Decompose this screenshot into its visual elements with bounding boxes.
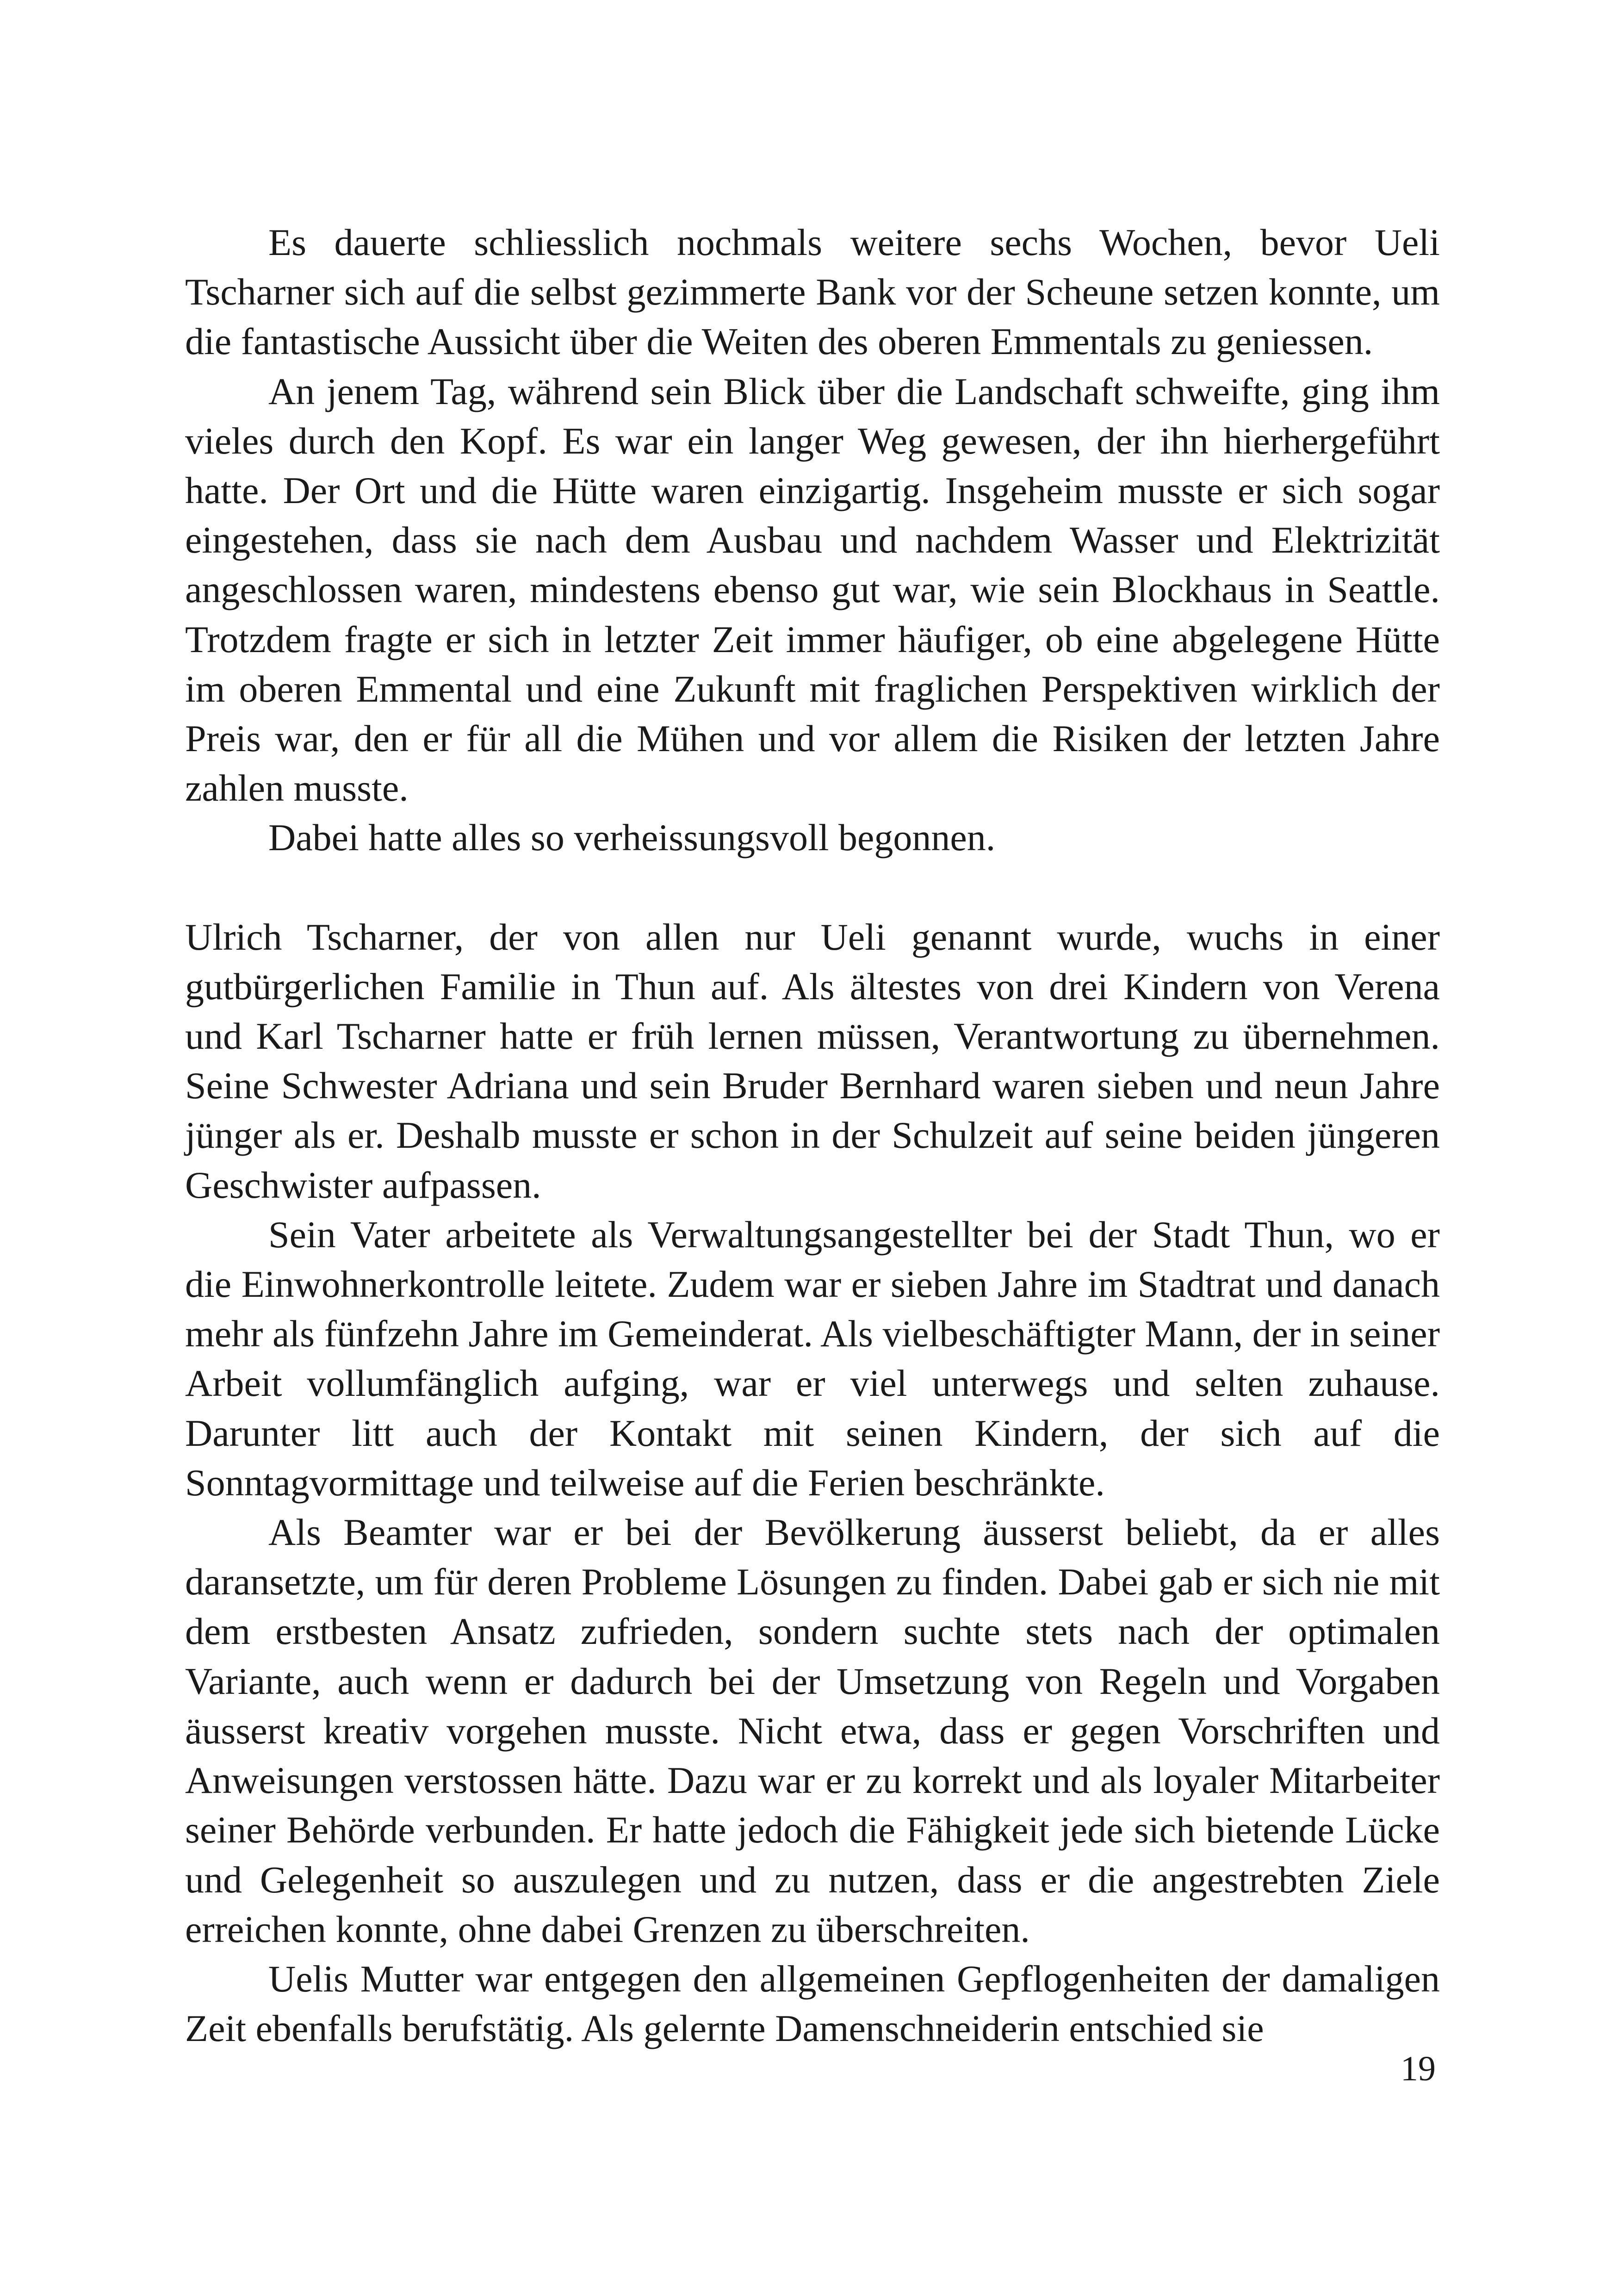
paragraph: Ulrich Tscharner, der von allen nur Ueli genannt wurde, wuchs in einer gutbürgerlichen Familie in Thun auf. Als ältestes von drei Kindern von Verena und Karl Tscharner hatte er früh lernen müssen, Verantwortung zu übernehmen. Seine Schwester Adriana und sein Bruder Bernhard waren sieben und neun Jahre jünger als er. Deshalb musste er schon in der Schulzeit auf seine beiden jüngeren Geschwister aufpassen. [185,915,1440,1206]
paragraph: Sein Vater arbeitete als Verwaltungsangestellter bei der Stadt Thun, wo er die Einwohnerkontrolle leitete. Zudem war er sieben Jahre im Stadtrat und danach mehr als fünfzehn Jahre im Gemeinderat. Als vielbeschäftigter Mann, der in seiner Arbeit vollumfänglich aufging, war er viel unterwegs und selten zuhause. Darunter litt auch der Kontakt mit seinen Kindern, der sich auf die Sonntagvormittage und teilweise auf die Ferien beschränkte. [185,1213,1440,1504]
section-break [185,863,1440,912]
paragraph: Es dauerte schliesslich nochmals weitere sechs Wochen, bevor Ueli Tscharner sich auf die selbst gezimmerte Bank vor der Scheune setzen konnte, um die fantastische Aussicht über die Weiten des oberen Emmentals zu geniessen. [185,221,1440,363]
paragraph: Als Beamter war er bei der Bevölkerung äusserst beliebt, da er alles daransetzte, um für deren Probleme Lösungen zu finden. Dabei gab er sich nie mit dem erstbesten Ansatz zufrieden, sondern suchte stets nach der optimalen Variante, auch wenn er dadurch bei der Umsetzung von Regeln und Vorgaben äusserst kreativ vorgehen musste. Nicht etwa, dass er gegen Vorschriften und Anweisungen verstossen hätte. Dazu war er zu korrekt und als loyaler Mitarbeiter seiner Behörde verbunden. Er hatte jedoch die Fähigkeit jede sich bietende Lücke und Gelegenheit so auszulegen und zu nutzen, dass er die angestrebten Ziele erreichen konnte, ohne dabei Grenzen zu überschreiten. [185,1511,1440,1950]
page-number: 19 [1401,2049,1436,2088]
paragraph: Dabei hatte alles so verheissungsvoll begonnen. [268,816,996,859]
paragraph: An jenem Tag, während sein Blick über die Landschaft schweifte, ging ihm vieles durch den Kopf. Es war ein langer Weg gewesen, der ihn hierhergeführt hatte. Der Ort und die Hütte waren einzigartig. Insgeheim musste er sich sogar eingestehen, dass sie nach dem Ausbau und nachdem Wasser und Elektrizität angeschlossen waren, mindestens ebenso gut war, wie sein Blockhaus in Seattle. Trotzdem fragte er sich in letzter Zeit immer häufiger, ob eine abgelegene Hütte im oberen Emmental und eine Zukunft mit fraglichen Perspektiven wirklich der Preis war, den er für all die Mühen und vor allem die Risiken der letzten Jahre zahlen musste. [185,370,1440,809]
paragraph: Uelis Mutter war entgegen den allgemeinen Gepflogenheiten der damaligen Zeit ebenfalls berufstätig. Als gelernte Damenschneiderin entschied sie [185,1957,1440,2050]
body-text [185,218,1440,2053]
